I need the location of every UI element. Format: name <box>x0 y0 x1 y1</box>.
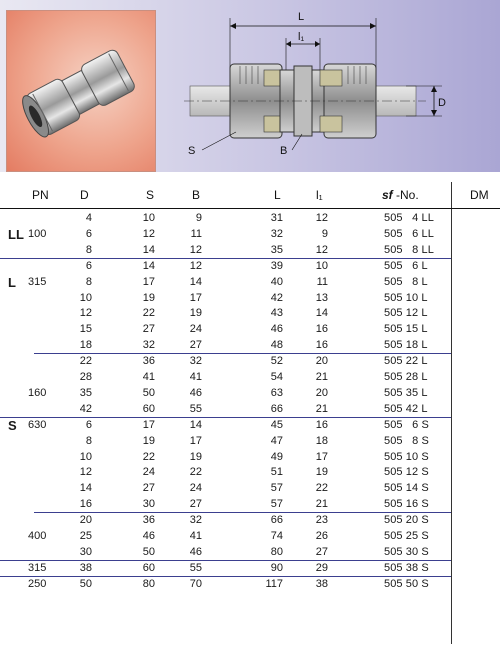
cell-b: 55 <box>189 561 202 574</box>
cell-b: 17 <box>189 434 202 447</box>
cell-d: 50 <box>79 577 92 590</box>
cell-b: 12 <box>189 243 202 256</box>
cell-l: 46 <box>270 323 283 336</box>
cell-b: 14 <box>189 275 202 288</box>
cell-order-number: 505 28 L <box>384 371 428 383</box>
cell-l1: 23 <box>315 514 328 527</box>
header-b: B <box>192 188 201 202</box>
brand-mark: sf <box>382 188 393 202</box>
header-l1: l₁ <box>316 188 323 202</box>
cell-l1: 16 <box>315 323 328 336</box>
cell-l1: 11 <box>316 275 328 288</box>
pn-label: 100 <box>28 227 47 240</box>
cell-d: 10 <box>79 291 92 304</box>
cell-l: 57 <box>270 482 283 495</box>
product-photo <box>6 10 156 172</box>
cell-d: 8 <box>85 243 92 256</box>
pn-label: 400 <box>28 530 47 542</box>
group-separator <box>34 353 451 354</box>
cell-order-number: 505 18 L <box>384 339 428 352</box>
header-no: -No. <box>396 188 419 202</box>
cell-l1: 10 <box>315 259 328 272</box>
group-separator <box>0 417 451 418</box>
cell-b: 11 <box>190 227 202 240</box>
cell-s: 50 <box>142 545 155 558</box>
cell-order-number: 505 15 L <box>384 323 428 336</box>
cell-l: 80 <box>270 545 283 558</box>
cell-l: 31 <box>270 212 283 224</box>
cell-d: 12 <box>79 307 92 320</box>
pn-label: 250 <box>28 577 47 590</box>
cell-s: 50 <box>142 386 155 399</box>
cell-d: 8 <box>85 275 92 288</box>
cell-s: 46 <box>142 530 155 542</box>
cell-l1: 12 <box>315 243 328 256</box>
cell-s: 36 <box>142 355 155 368</box>
header-dm: DM <box>470 188 489 202</box>
cell-b: 14 <box>189 418 202 431</box>
cell-order-number: 505 10 S <box>384 450 429 463</box>
cell-l: 48 <box>270 339 283 352</box>
cell-s: 36 <box>142 514 155 527</box>
cell-order-number: 505 22 L <box>384 355 428 368</box>
cell-order-number: 505 14 S <box>384 482 429 495</box>
pn-label: 160 <box>28 386 47 399</box>
cell-l: 35 <box>270 243 283 256</box>
cell-b: 55 <box>189 402 202 415</box>
cell-d: 6 <box>85 259 92 272</box>
cell-l1: 21 <box>315 371 328 383</box>
cell-l1: 27 <box>315 545 328 558</box>
cell-d: 8 <box>85 434 92 447</box>
cell-order-number: 505 25 S <box>384 530 429 542</box>
cell-b: 19 <box>189 450 202 463</box>
cell-b: 12 <box>189 259 202 272</box>
cell-l1: 26 <box>315 530 328 542</box>
cell-s: 24 <box>142 466 155 479</box>
header-d: D <box>80 188 89 202</box>
dimension-l1-label: l₁ <box>298 31 305 43</box>
cell-d: 15 <box>79 323 92 336</box>
cell-s: 27 <box>142 323 155 336</box>
cell-l: 117 <box>265 577 283 590</box>
series-label: L <box>8 274 16 290</box>
cell-s: 17 <box>142 418 155 431</box>
cell-order-number: 505 12 L <box>384 307 428 320</box>
cell-b: 70 <box>189 577 202 590</box>
cell-order-number: 505 35 L <box>384 386 428 399</box>
cell-l: 66 <box>270 514 283 527</box>
cell-l: 63 <box>270 386 283 399</box>
cell-d: 20 <box>79 514 92 527</box>
cell-l1: 12 <box>315 212 328 224</box>
cell-l: 90 <box>270 561 283 574</box>
cell-order-number: 505 38 S <box>384 561 429 574</box>
cell-order-number: 505 42 L <box>384 402 428 415</box>
cell-s: 12 <box>142 227 155 240</box>
cell-l1: 21 <box>315 498 328 511</box>
cell-order-number: 505 8 L <box>384 275 428 288</box>
cell-d: 35 <box>79 386 92 399</box>
cell-l: 54 <box>270 371 283 383</box>
cell-d: 16 <box>79 498 92 511</box>
dimension-D-label: D <box>438 97 446 109</box>
cell-d: 6 <box>85 418 92 431</box>
cell-d: 10 <box>79 450 92 463</box>
cell-d: 6 <box>85 227 92 240</box>
cell-s: 32 <box>142 339 155 352</box>
series-label: LL <box>8 226 24 242</box>
cell-l: 39 <box>270 259 283 272</box>
group-separator <box>34 512 451 513</box>
cell-order-number: 505 6 LL <box>384 227 434 240</box>
cell-b: 27 <box>189 339 202 352</box>
cell-l1: 29 <box>315 561 328 574</box>
cell-order-number: 505 6 L <box>384 259 428 272</box>
cell-l1: 9 <box>321 227 328 240</box>
header-s: S <box>146 188 155 202</box>
cell-l1: 18 <box>315 434 328 447</box>
cell-d: 22 <box>79 355 92 368</box>
pn-label: 630 <box>28 418 47 431</box>
cell-order-number: 505 50 S <box>384 577 429 590</box>
cell-d: 18 <box>79 339 92 352</box>
cell-l: 47 <box>270 434 283 447</box>
cell-s: 22 <box>142 450 155 463</box>
cell-d: 38 <box>79 561 92 574</box>
cell-s: 19 <box>142 291 155 304</box>
cell-l1: 22 <box>315 482 328 495</box>
dimension-L-label: L <box>298 11 305 23</box>
cell-l1: 21 <box>315 402 328 415</box>
cell-l1: 13 <box>315 291 328 304</box>
cell-b: 46 <box>189 386 202 399</box>
cell-d: 14 <box>79 482 92 495</box>
cell-l: 40 <box>270 275 283 288</box>
cell-b: 17 <box>189 291 202 304</box>
cell-s: 41 <box>142 371 155 383</box>
cell-s: 60 <box>142 561 155 574</box>
cell-l1: 38 <box>315 577 328 590</box>
callout-B-label: B <box>280 145 288 157</box>
header-rule <box>0 208 500 209</box>
cell-l1: 20 <box>315 386 328 399</box>
cell-s: 22 <box>142 307 155 320</box>
cell-s: 60 <box>142 402 155 415</box>
cell-d: 25 <box>79 530 92 542</box>
cell-l: 49 <box>270 450 283 463</box>
cell-l: 45 <box>270 418 283 431</box>
pn-label: 315 <box>28 561 47 574</box>
column-divider <box>451 182 452 644</box>
cell-d: 4 <box>85 212 92 224</box>
cell-b: 9 <box>195 212 202 224</box>
cell-b: 32 <box>189 514 202 527</box>
cell-l: 74 <box>270 530 283 542</box>
cell-order-number: 505 20 S <box>384 514 429 527</box>
technical-drawing <box>180 0 500 172</box>
cell-order-number: 505 4 LL <box>384 212 434 224</box>
cell-order-number: 505 12 S <box>384 466 429 479</box>
cell-l1: 17 <box>315 450 328 463</box>
cell-order-number: 505 16 S <box>384 498 429 511</box>
header-pn: PN <box>32 188 49 202</box>
cell-l: 66 <box>270 402 283 415</box>
cell-l: 52 <box>270 355 283 368</box>
fitting-photo-icon <box>7 11 155 171</box>
cell-l: 32 <box>270 227 283 240</box>
cell-order-number: 505 8 LL <box>384 243 434 256</box>
group-separator <box>0 560 451 561</box>
cell-b: 41 <box>189 371 202 383</box>
group-separator <box>0 258 451 259</box>
cell-d: 12 <box>79 466 92 479</box>
cell-order-number: 505 6 S <box>384 418 429 431</box>
cell-s: 27 <box>142 482 155 495</box>
cell-s: 80 <box>142 577 155 590</box>
cell-l1: 20 <box>315 355 328 368</box>
cell-s: 19 <box>142 434 155 447</box>
cell-s: 14 <box>142 259 155 272</box>
cell-l: 51 <box>270 466 283 479</box>
specification-table <box>0 182 500 644</box>
cell-order-number: 505 10 L <box>384 291 428 304</box>
cell-b: 19 <box>189 307 202 320</box>
cell-s: 14 <box>142 243 155 256</box>
cell-b: 24 <box>189 323 202 336</box>
cell-l: 57 <box>270 498 283 511</box>
cell-l1: 16 <box>315 339 328 352</box>
cell-order-number: 505 30 S <box>384 545 429 558</box>
cell-l: 43 <box>270 307 283 320</box>
cell-b: 27 <box>189 498 202 511</box>
pn-label: 315 <box>28 275 47 288</box>
cell-d: 28 <box>79 371 92 383</box>
cell-l: 42 <box>270 291 283 304</box>
cell-b: 22 <box>189 466 202 479</box>
cell-b: 32 <box>189 355 202 368</box>
header-l: L <box>274 188 281 202</box>
cell-order-number: 505 8 S <box>384 434 429 447</box>
cell-b: 24 <box>189 482 202 495</box>
cell-b: 46 <box>189 545 202 558</box>
cell-s: 17 <box>142 275 155 288</box>
cell-d: 42 <box>79 402 92 415</box>
cell-l1: 19 <box>315 466 328 479</box>
callout-S-label: S <box>188 145 196 157</box>
cell-l1: 14 <box>315 307 328 320</box>
cell-s: 30 <box>142 498 155 511</box>
cell-d: 30 <box>79 545 92 558</box>
cell-b: 41 <box>189 530 202 542</box>
cell-l1: 16 <box>315 418 328 431</box>
series-label: S <box>8 417 17 433</box>
group-separator <box>0 576 451 577</box>
cell-s: 10 <box>142 212 155 224</box>
